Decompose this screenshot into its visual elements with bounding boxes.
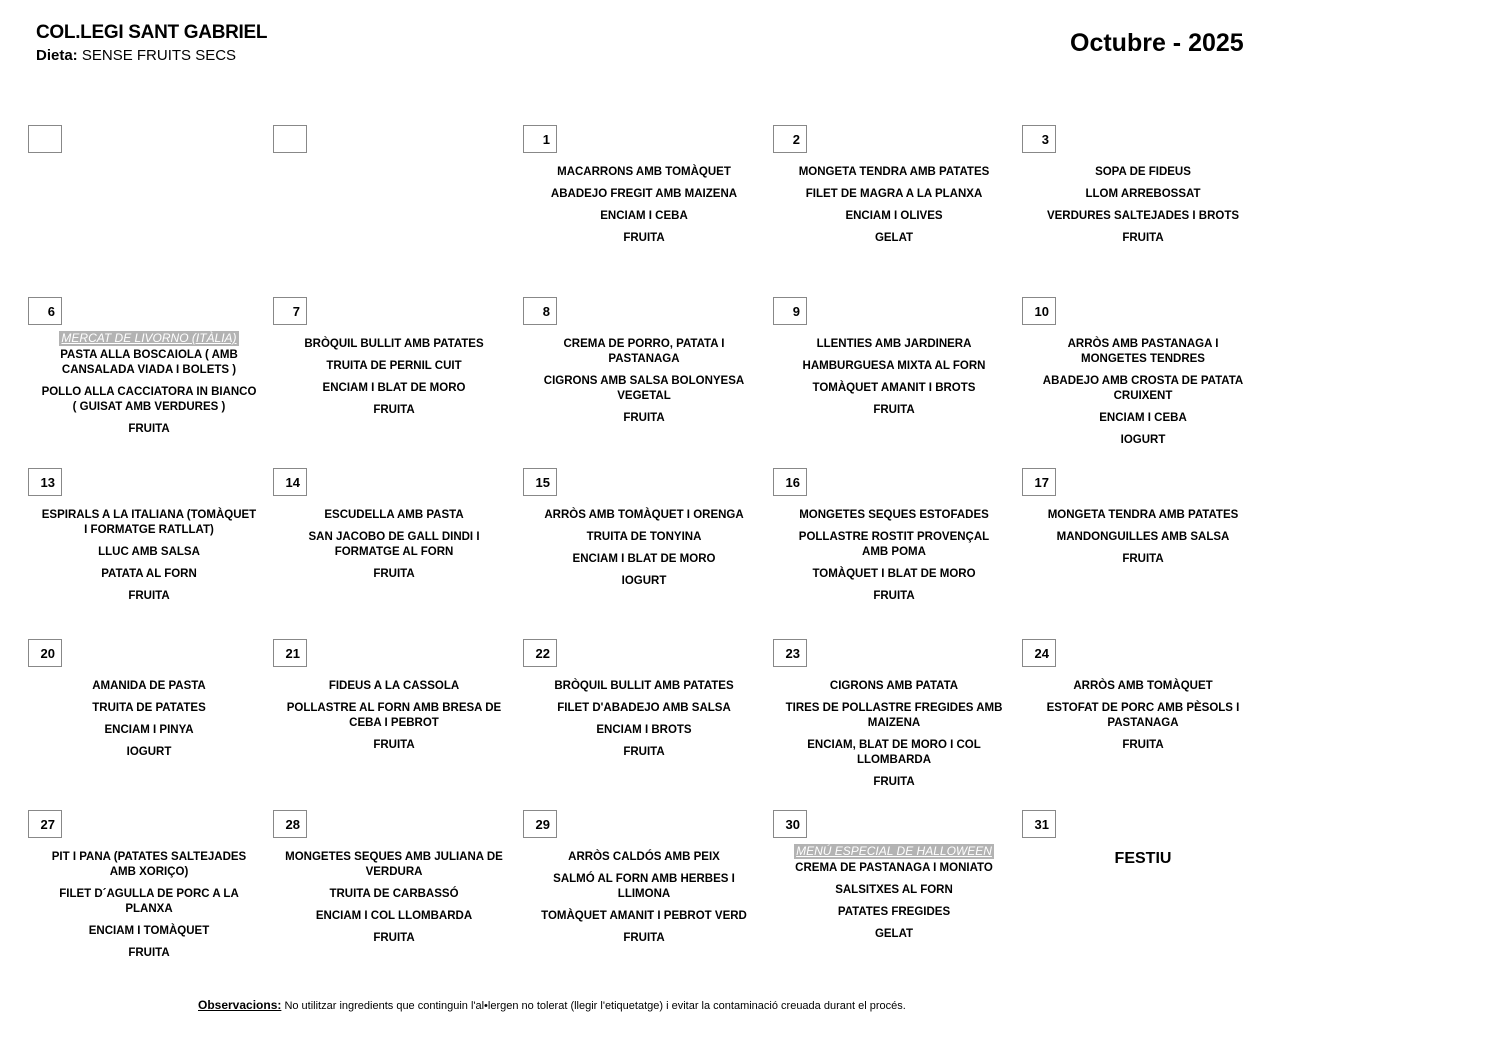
calendar-day-cell xyxy=(28,468,270,634)
dish-item: FRUITA xyxy=(873,776,915,788)
day-menu xyxy=(535,337,753,433)
dish-item: TRUITA DE PATATES xyxy=(92,702,206,714)
dish-item: SOPA DE FIDEUS xyxy=(1095,166,1191,178)
day-menu xyxy=(535,850,753,953)
dish-item: FILET DE MAGRA A LA PLANXA xyxy=(805,188,983,200)
calendar-day-cell xyxy=(1022,639,1264,805)
dish-item: FRUITA xyxy=(373,739,415,751)
menu-calendar xyxy=(28,125,1268,985)
dish-item: POLLASTRE AL FORN AMB BRESA DE CEBA I PEBROT xyxy=(286,702,502,729)
dish-item: IOGURT xyxy=(1120,434,1166,446)
dish-item: ESCUDELLA AMB PASTA xyxy=(324,509,464,521)
dish-item: CREMA DE PASTANAGA I MONIATO xyxy=(795,862,993,874)
dish-item: MONGETA TENDRA AMB PATATES xyxy=(798,166,990,178)
day-menu xyxy=(785,508,1003,611)
day-number: 17 xyxy=(1022,468,1056,496)
calendar-day-cell xyxy=(523,639,765,805)
month-title: Octubre - 2025 xyxy=(1070,29,1244,57)
day-number: 14 xyxy=(273,468,307,496)
diet-value: SENSE FRUITS SECS xyxy=(81,47,237,64)
calendar-day-cell xyxy=(28,639,270,805)
calendar-day-cell xyxy=(523,810,765,976)
dish-item: BRÒQUIL BULLIT AMB PATATES xyxy=(304,338,484,350)
day-menu xyxy=(285,850,503,953)
special-menu-label: MERCAT DE LIVORNO (ITÀLIA) xyxy=(61,331,237,345)
calendar-day-cell xyxy=(28,297,270,463)
dish-item: FILET D´AGULLA DE PORC A LA PLANXA xyxy=(59,888,239,915)
calendar-day-cell xyxy=(1022,468,1264,634)
calendar-day-cell xyxy=(523,468,765,634)
day-number: 20 xyxy=(28,639,62,667)
dish-item: SALSITXES AL FORN xyxy=(835,884,953,896)
observations-text: No utilitzar ingredients que continguin l'al•lergen no tolerat (llegir l'etiquetatge) i evitar la contaminació creuada durant el procés. xyxy=(284,1000,906,1012)
day-number: 21 xyxy=(273,639,307,667)
day-number: 2 xyxy=(773,125,807,153)
dish-item: FRUITA xyxy=(623,746,665,758)
dish-item: LLOM ARREBOSSAT xyxy=(1085,188,1201,200)
dish-item: GELAT xyxy=(874,232,914,244)
day-number: 31 xyxy=(1022,810,1056,838)
dish-item: CREMA DE PORRO, PATATA I PASTANAGA xyxy=(563,338,725,365)
dish-item: ENCIAM I PINYA xyxy=(104,724,194,736)
dish-item: MANDONGUILLES AMB SALSA xyxy=(1056,531,1230,543)
day-menu xyxy=(1034,165,1252,253)
dish-item: FRUITA xyxy=(623,412,665,424)
calendar-day-cell xyxy=(273,125,515,291)
day-number: 28 xyxy=(273,810,307,838)
dish-item: VERDURES SALTEJADES I BROTS xyxy=(1046,210,1240,222)
calendar-day-cell xyxy=(773,125,1015,291)
dish-item: ABADEJO AMB CROSTA DE PATATA CRUIXENT xyxy=(1042,375,1244,402)
dish-item: CIGRONS AMB SALSA BOLONYESA VEGETAL xyxy=(543,375,745,402)
day-menu xyxy=(285,508,503,589)
day-number: 23 xyxy=(773,639,807,667)
dish-item: TOMÀQUET I BLAT DE MORO xyxy=(812,568,976,580)
dish-item: ARRÒS AMB PASTANAGA I MONGETES TENDRES xyxy=(1067,338,1219,365)
dish-item: ARRÒS CALDÓS AMB PEIX xyxy=(568,851,720,863)
day-number: 24 xyxy=(1022,639,1056,667)
day-menu xyxy=(285,337,503,425)
dish-item: ENCIAM I TOMÀQUET xyxy=(88,925,210,937)
dish-item: FILET D'ABADEJO AMB SALSA xyxy=(557,702,731,714)
day-menu xyxy=(1034,508,1252,574)
dish-item: BRÒQUIL BULLIT AMB PATATES xyxy=(554,680,734,692)
calendar-day-cell xyxy=(773,810,1015,976)
calendar-day-cell xyxy=(773,468,1015,634)
dish-item: PASTA ALLA BOSCAIOLA ( AMB CANSALADA VIADA I BOLETS ) xyxy=(60,349,238,376)
calendar-day-cell xyxy=(273,639,515,805)
dish-item: ARRÒS AMB TOMÀQUET I ORENGA xyxy=(544,509,744,521)
dish-item: FRUITA xyxy=(623,232,665,244)
dish-item: MONGETES SEQUES AMB JULIANA DE VERDURA xyxy=(285,851,503,878)
diet-label: Dieta: xyxy=(36,47,78,64)
day-number: 22 xyxy=(523,639,557,667)
dish-item: FRUITA xyxy=(873,404,915,416)
dish-item: GELAT xyxy=(874,928,914,940)
dish-item: FRUITA xyxy=(128,947,170,959)
dish-item: AMANIDA DE PASTA xyxy=(92,680,206,692)
dish-item: ENCIAM I BLAT DE MORO xyxy=(572,553,716,565)
day-number: 8 xyxy=(523,297,557,325)
day-number xyxy=(273,125,307,153)
dish-item: FRUITA xyxy=(373,404,415,416)
day-number: 1 xyxy=(523,125,557,153)
day-menu xyxy=(535,508,753,596)
dish-item: LLUC AMB SALSA xyxy=(98,546,200,558)
day-number: 13 xyxy=(28,468,62,496)
dish-item: TIRES DE POLLASTRE FREGIDES AMB MAIZENA xyxy=(785,702,1003,729)
dish-item: ENCIAM I OLIVES xyxy=(845,210,943,222)
dish-item: FRUITA xyxy=(128,423,170,435)
day-number: 29 xyxy=(523,810,557,838)
day-menu xyxy=(785,165,1003,253)
day-menu xyxy=(40,850,258,968)
dish-item: LLENTIES AMB JARDINERA xyxy=(816,338,972,350)
calendar-day-cell xyxy=(273,297,515,463)
day-menu xyxy=(40,331,258,444)
dish-item: FIDEUS A LA CASSOLA xyxy=(328,680,460,692)
day-number: 3 xyxy=(1022,125,1056,153)
holiday-label: FESTIU xyxy=(1114,850,1172,867)
dish-item: FRUITA xyxy=(873,590,915,602)
day-menu xyxy=(785,844,1003,949)
day-menu xyxy=(785,337,1003,425)
dish-item: POLLASTRE ROSTIT PROVENÇAL AMB POMA xyxy=(798,531,990,558)
dish-item: ENCIAM I COL LLOMBARDA xyxy=(315,910,473,922)
dish-item: ABADEJO FREGIT AMB MAIZENA xyxy=(550,188,738,200)
dish-item: ENCIAM I CEBA xyxy=(1099,412,1187,424)
dish-item: PIT I PANA (PATATES SALTEJADES AMB XORIÇO) xyxy=(51,851,247,878)
dish-item: FRUITA xyxy=(1122,739,1164,751)
calendar-day-cell xyxy=(523,297,765,463)
dish-item: MACARRONS AMB TOMÀQUET xyxy=(557,166,731,178)
calendar-day-cell xyxy=(523,125,765,291)
dish-item: IOGURT xyxy=(126,746,172,758)
calendar-day-cell xyxy=(273,468,515,634)
dish-item: ENCIAM I BLAT DE MORO xyxy=(322,382,466,394)
day-number: 10 xyxy=(1022,297,1056,325)
dish-item: IOGURT xyxy=(621,575,667,587)
dish-item: TOMÀQUET AMANIT I PEBROT VERD xyxy=(541,910,747,922)
dish-item: ESPIRALS A LA ITALIANA (TOMÀQUET I FORMATGE RATLLAT) xyxy=(41,509,257,536)
dish-item: ESTOFAT DE PORC AMB PÈSOLS I PASTANAGA xyxy=(1046,702,1240,729)
dish-item: ARRÒS AMB TOMÀQUET xyxy=(1073,680,1213,692)
dish-item: CIGRONS AMB PATATA xyxy=(829,680,959,692)
calendar-day-cell xyxy=(28,810,270,976)
dish-item: SALMÓ AL FORN AMB HERBES I LLIMONA xyxy=(553,873,735,900)
day-menu xyxy=(1034,337,1252,455)
day-number: 7 xyxy=(273,297,307,325)
day-number: 15 xyxy=(523,468,557,496)
day-menu xyxy=(40,508,258,611)
day-number: 16 xyxy=(773,468,807,496)
dish-item: SAN JACOBO DE GALL DINDI I FORMATGE AL FORN xyxy=(308,531,480,558)
day-number: 6 xyxy=(28,297,62,325)
special-menu-label: MENÚ ESPECIAL DE HALLOWEEN xyxy=(796,844,992,858)
dish-item: TOMÀQUET AMANIT I BROTS xyxy=(812,382,976,394)
dish-item: FRUITA xyxy=(373,568,415,580)
calendar-day-cell xyxy=(1022,125,1264,291)
calendar-day-cell xyxy=(1022,810,1264,976)
day-menu xyxy=(40,679,258,767)
dish-item: FRUITA xyxy=(1122,553,1164,565)
day-menu xyxy=(285,679,503,760)
dish-item: TRUITA DE TONYINA xyxy=(586,531,702,543)
day-number: 9 xyxy=(773,297,807,325)
dish-item: PATATA AL FORN xyxy=(101,568,197,580)
calendar-day-cell xyxy=(273,810,515,976)
dish-item: TRUITA DE CARBASSÓ xyxy=(329,888,459,900)
dish-item: FRUITA xyxy=(1122,232,1164,244)
day-menu xyxy=(1034,679,1252,760)
calendar-day-cell xyxy=(773,297,1015,463)
dish-item: PATATES FREGIDES xyxy=(837,906,951,918)
school-name: COL.LEGI SANT GABRIEL xyxy=(36,22,268,43)
day-number: 27 xyxy=(28,810,62,838)
calendar-day-cell xyxy=(28,125,270,291)
dish-item: ENCIAM I CEBA xyxy=(600,210,688,222)
diet-line xyxy=(36,47,236,64)
calendar-day-cell xyxy=(773,639,1015,805)
dish-item: POLLO ALLA CACCIATORA IN BIANCO ( GUISAT AMB VERDURES ) xyxy=(41,386,257,413)
calendar-day-cell xyxy=(1022,297,1264,463)
day-number: 30 xyxy=(773,810,807,838)
day-menu xyxy=(785,679,1003,797)
dish-item: ENCIAM, BLAT DE MORO I COL LLOMBARDA xyxy=(807,739,981,766)
dish-item: MONGETES SEQUES ESTOFADES xyxy=(799,509,989,521)
dish-item: MONGETA TENDRA AMB PATATES xyxy=(1047,509,1239,521)
day-menu xyxy=(535,165,753,253)
dish-item: HAMBURGUESA MIXTA AL FORN xyxy=(802,360,986,372)
observations xyxy=(198,998,906,1012)
dish-item: FRUITA xyxy=(373,932,415,944)
dish-item: FRUITA xyxy=(128,590,170,602)
dish-item: ENCIAM I BROTS xyxy=(596,724,692,736)
dish-item: FRUITA xyxy=(623,932,665,944)
observations-label: Observacions: xyxy=(198,998,282,1012)
day-number xyxy=(28,125,62,153)
dish-item: TRUITA DE PERNIL CUIT xyxy=(326,360,462,372)
day-menu xyxy=(535,679,753,767)
